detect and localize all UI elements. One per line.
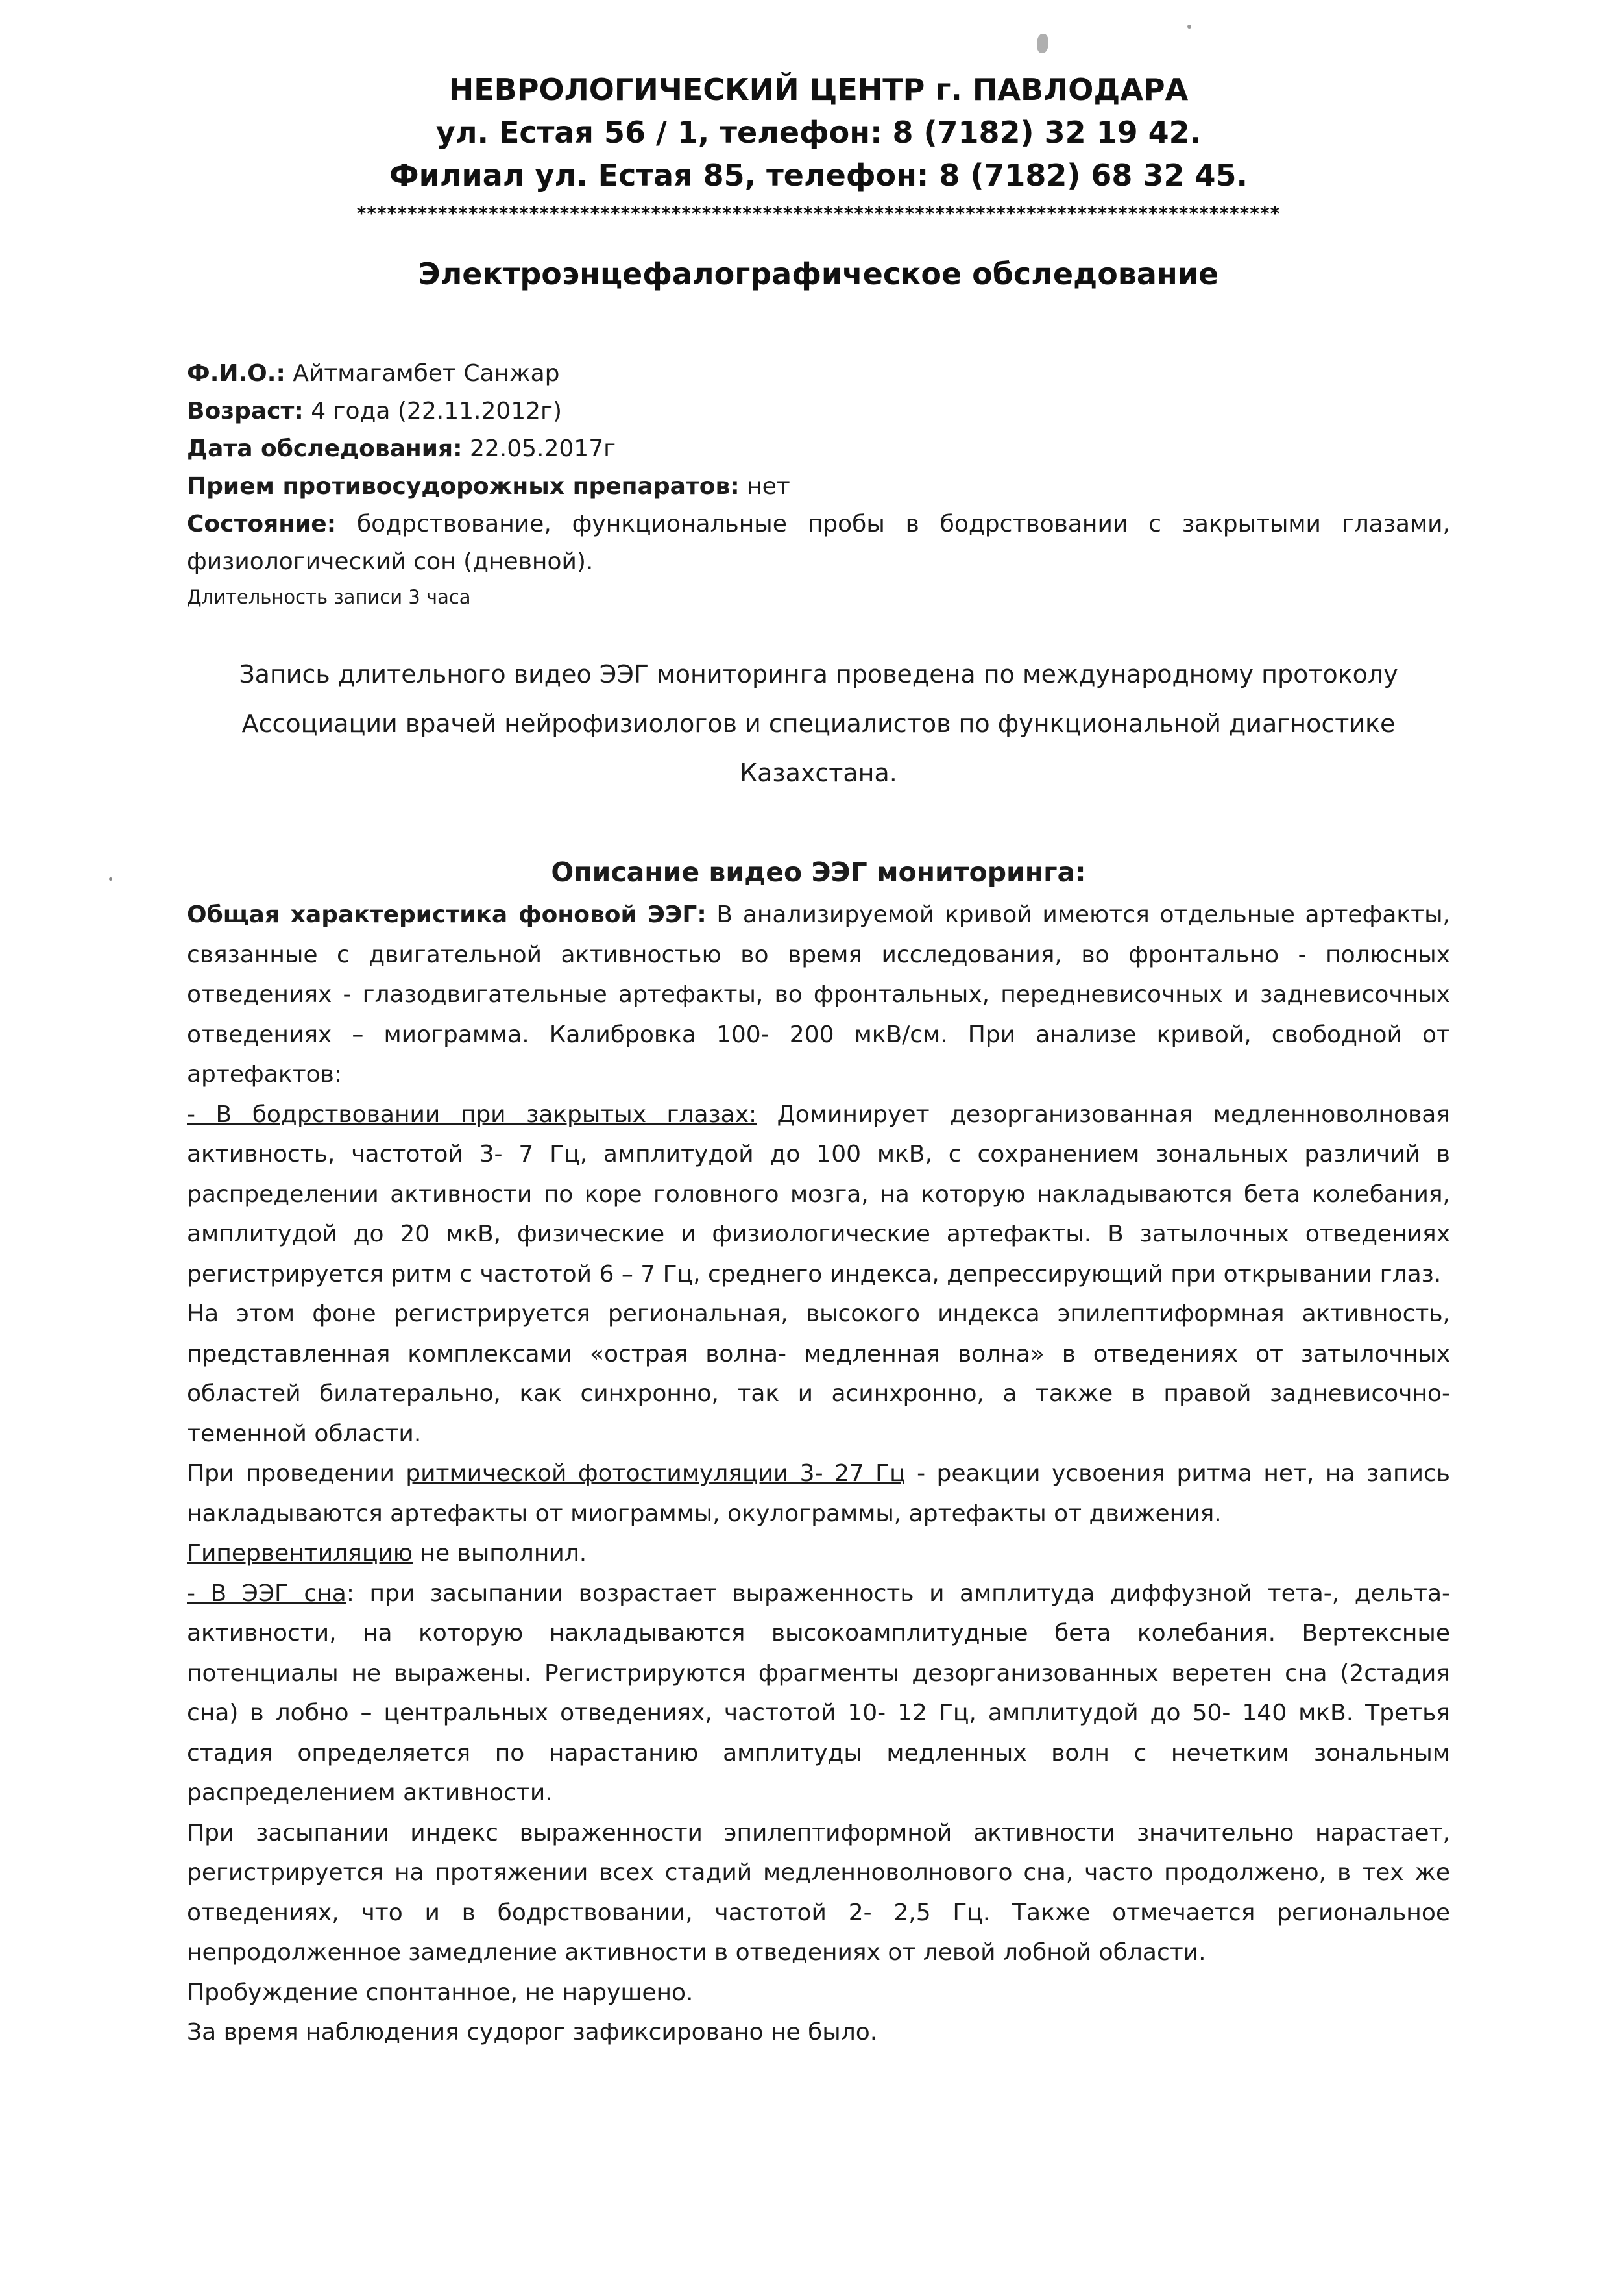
exam-date-row xyxy=(187,430,1450,468)
paragraph-sleep xyxy=(187,1574,1450,1813)
awake-label: - В бодрствовании при закрытых глазах: xyxy=(187,1101,757,1128)
patient-age-label: Возраст: xyxy=(187,398,304,424)
background-label: Общая характеристика фоновой ЭЭГ: xyxy=(187,901,707,928)
state-value: бодрствование, функциональные пробы в бодрствовании с закрытыми глазами, физиологический сон (дневной). xyxy=(187,511,1450,575)
description-body xyxy=(187,895,1450,2053)
patient-age-row xyxy=(187,393,1450,430)
state-label: Состояние: xyxy=(187,511,337,537)
photostim-text: - реакции усвоения ритма нет, на запись накладываются артефакты от миограммы, окулограммы, артефакты от движения. xyxy=(187,1460,1450,1527)
patient-age-value: 4 года (22.11.2012г) xyxy=(303,398,563,424)
paragraph-hyperventilation xyxy=(187,1534,1450,1574)
ink-dot xyxy=(1187,25,1191,29)
drugs-value: нет xyxy=(739,473,790,500)
paragraph-seizures: За время наблюдения судорог зафиксировано не было. xyxy=(187,2019,878,2046)
hyperventilation-label: Гипервентиляцию xyxy=(187,1540,413,1567)
patient-name-label: Ф.И.О.: xyxy=(187,360,285,387)
letterhead xyxy=(187,68,1450,226)
patient-info xyxy=(187,355,1450,613)
patient-name-value: Айтмагамбет Санжар xyxy=(285,360,560,387)
hyperventilation-text: не выполнил. xyxy=(413,1540,587,1567)
separator-stars: ******************************************************************************************* xyxy=(356,202,1281,224)
photostim-label: ритмической фотостимуляции 3- 27 Гц xyxy=(406,1460,906,1487)
sleep-label: - В ЭЭГ сна xyxy=(187,1580,346,1607)
photostim-pre: При проведении xyxy=(187,1460,406,1487)
paragraph-background xyxy=(187,895,1450,1095)
sleep-text: : при засыпании возрастает выраженность и амплитуда диффузной тета-, дельта- активности, на которую накладываются высокоамплитудные бета колебания. Вертексные потенциалы не выражены. Регистрируются фрагменты дезорганизованных веретен сна (2стадия сна) в лобно – центральных отведениях, частотой 10- 12 Гц, амплитудой до 50- 140 мкВ. Третья стадия определяется по нарастанию амплитуды медленных волн с нечетким зональным распределением активности. xyxy=(187,1580,1450,1806)
protocol-statement: Запись длительного видео ЭЭГ мониторинга проведена по международному протоколу Ассоциации врачей нейрофизиологов и специалистов по функциональной диагностике Казахстана. xyxy=(239,660,1398,787)
paragraph-sleep-epileptiform: При засыпании индекс выраженности эпилептиформной активности значительно нарастает, регистрируется на протяжении всех стадий медленноволнового сна, часто продолжено, в тех же отведениях, что и в бодрствовании, частотой 2- 2,5 Гц. Также отмечается региональное непродолженное замедление активности в отведениях от левой лобной области. xyxy=(187,1819,1450,1966)
paragraph-awakening: Пробуждение спонтанное, не нарушено. xyxy=(187,1979,694,2006)
patient-name-row xyxy=(187,355,1450,393)
ink-blot xyxy=(1037,34,1048,53)
record-duration: Длительность записи 3 часа xyxy=(187,586,471,608)
clinic-address: ул. Естая 56 / 1, телефон: 8 (7182) 32 19 42. xyxy=(435,115,1202,150)
background-text: В анализируемой кривой имеются отдельные артефакты, связанные с двигательной активностью во время исследования, во фронтально - полюсных отведениях - глазодвигательные артефакты, во фронтальных, передневисочных и задневисочных отведениях – миограмма. Калибровка 100- 200 мкВ/см. При анализе кривой, свободной от артефактов: xyxy=(187,901,1450,1088)
exam-date-label: Дата обследования: xyxy=(187,435,463,462)
paragraph-photostim xyxy=(187,1454,1450,1534)
document-title: Электроэнцефалографическое обследование xyxy=(418,256,1219,291)
ink-dot xyxy=(109,877,112,881)
drugs-label: Прием противосудорожных препаратов: xyxy=(187,473,740,500)
drugs-row xyxy=(187,468,1450,506)
branch-address: Филиал ул. Естая 85, телефон: 8 (7182) 68 32 45. xyxy=(389,158,1248,193)
paragraph-epileptiform: На этом фоне регистрируется региональная, высокого индекса эпилептиформная активность, представленная комплексами «острая волна- медленная волна» в отведениях от затылочных областей билатерально, как синхронно, так и асинхронно, а также в правой задневисочно- теменной области. xyxy=(187,1301,1450,1447)
paragraph-awake xyxy=(187,1095,1450,1295)
exam-date-value: 22.05.2017г xyxy=(462,435,616,462)
section-title: Описание видео ЭЭГ мониторинга: xyxy=(551,857,1086,888)
state-row xyxy=(187,506,1450,581)
clinic-name: НЕВРОЛОГИЧЕСКИЙ ЦЕНТР г. ПАВЛОДАРА xyxy=(448,72,1189,107)
awake-text: Доминирует дезорганизованная медленноволновая активность, частотой 3- 7 Гц, амплитудой до 100 мкВ, с сохранением зональных различий в распределении активности по коре головного мозга, на которую накладываются бета колебания, амплитудой до 20 мкВ, физические и физиологические артефакты. В затылочных отведениях регистрируется ритм с частотой 6 – 7 Гц, среднего индекса, депрессирующий при открывании глаз. xyxy=(187,1101,1450,1288)
